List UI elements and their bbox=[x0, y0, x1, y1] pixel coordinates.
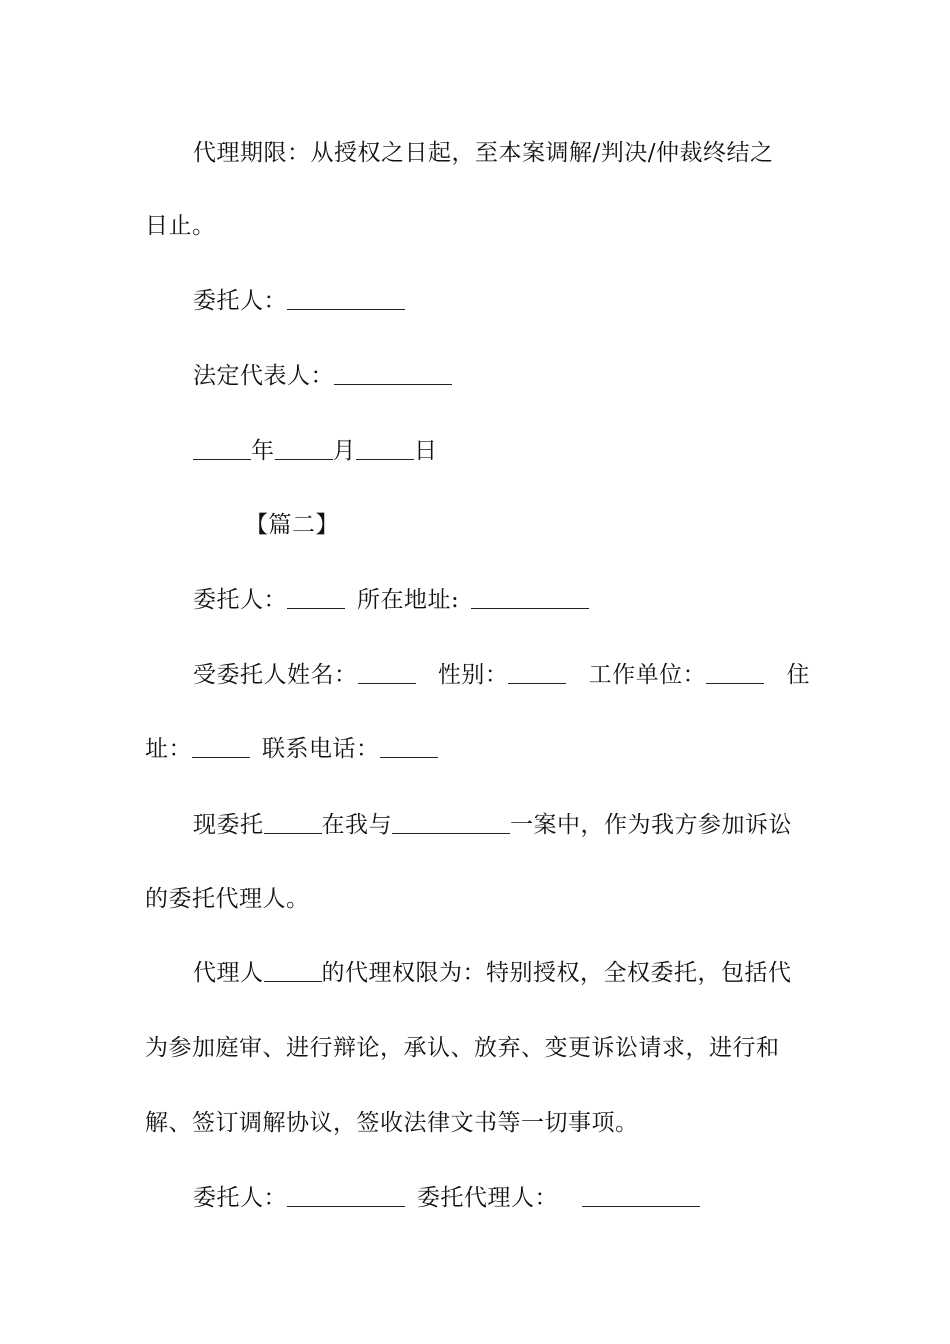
part-two-heading-line bbox=[145, 510, 810, 540]
address-blank bbox=[471, 588, 589, 609]
principal-blank bbox=[287, 289, 405, 310]
agent-info-line bbox=[145, 660, 810, 690]
day-label: 日 bbox=[414, 438, 438, 464]
principal2-blank bbox=[287, 588, 345, 609]
entrust-line-2 bbox=[145, 884, 810, 914]
scope-text-3: 解、签订调解协议，签收法律文书等一切事项。 bbox=[145, 1110, 639, 1136]
gender-blank bbox=[508, 663, 566, 684]
residence-label-a: 住 bbox=[786, 662, 810, 688]
scope-text-b: 的代理权限为：特别授权，全权委托，包括代 bbox=[321, 960, 792, 986]
month-blank bbox=[275, 439, 333, 460]
workplace-blank bbox=[706, 663, 764, 684]
entrust-line-1 bbox=[145, 810, 810, 840]
date-line bbox=[145, 436, 810, 466]
scope-text-2: 为参加庭审、进行辩论，承认、放弃、变更诉讼请求，进行和 bbox=[145, 1035, 780, 1061]
principal2-label: 委托人： bbox=[193, 587, 287, 613]
phone-blank bbox=[380, 737, 438, 758]
term-text-1: 代理期限：从授权之日起，至本案调解/判决/仲裁终结之 bbox=[193, 140, 774, 166]
scope-agent-blank bbox=[264, 961, 322, 982]
legal-rep-label: 法定代表人： bbox=[193, 363, 334, 389]
workplace-label: 工作单位： bbox=[588, 662, 707, 688]
address-label: 所在地址: bbox=[357, 587, 460, 613]
entrust-text-c: 一案中，作为我方参加诉讼 bbox=[510, 812, 792, 838]
legal-rep-line bbox=[145, 361, 810, 391]
entrust-text-2: 的委托代理人。 bbox=[145, 886, 310, 912]
day-blank bbox=[356, 439, 414, 460]
agent-name-label: 受委托人姓名： bbox=[193, 662, 358, 688]
term-line-1 bbox=[145, 138, 810, 168]
sign-agent-blank bbox=[582, 1186, 700, 1207]
agent-name-blank bbox=[358, 663, 416, 684]
signature-line bbox=[145, 1183, 810, 1213]
residence-blank bbox=[192, 737, 250, 758]
principal2-line bbox=[145, 585, 810, 615]
year-label: 年 bbox=[251, 438, 275, 464]
entrust-text-a: 现委托 bbox=[193, 812, 264, 838]
scope-line-1 bbox=[145, 958, 810, 988]
month-label: 月 bbox=[332, 438, 356, 464]
gender-label: 性别： bbox=[437, 662, 509, 688]
entrust-text-b: 在我与 bbox=[321, 812, 392, 838]
sign-principal-label: 委托人： bbox=[193, 1185, 287, 1211]
principal-label: 委托人： bbox=[193, 288, 287, 314]
entrust-party-blank bbox=[392, 813, 510, 834]
scope-text-a: 代理人 bbox=[193, 960, 264, 986]
sign-principal-blank bbox=[287, 1186, 405, 1207]
part-two-heading: 【篇二】 bbox=[245, 512, 339, 538]
phone-label: 联系电话： bbox=[262, 736, 380, 762]
scope-line-2 bbox=[145, 1033, 810, 1063]
residence-label-b: 址： bbox=[145, 736, 192, 762]
year-blank bbox=[193, 439, 251, 460]
term-text-2: 日止。 bbox=[145, 213, 216, 239]
legal-rep-blank bbox=[334, 364, 452, 385]
scope-line-3 bbox=[145, 1108, 810, 1138]
residence-line bbox=[145, 734, 810, 764]
sign-agent-label: 委托代理人： bbox=[417, 1185, 558, 1211]
term-line-2 bbox=[145, 211, 810, 241]
entrust-agent-blank bbox=[264, 813, 322, 834]
principal-line bbox=[145, 286, 810, 316]
